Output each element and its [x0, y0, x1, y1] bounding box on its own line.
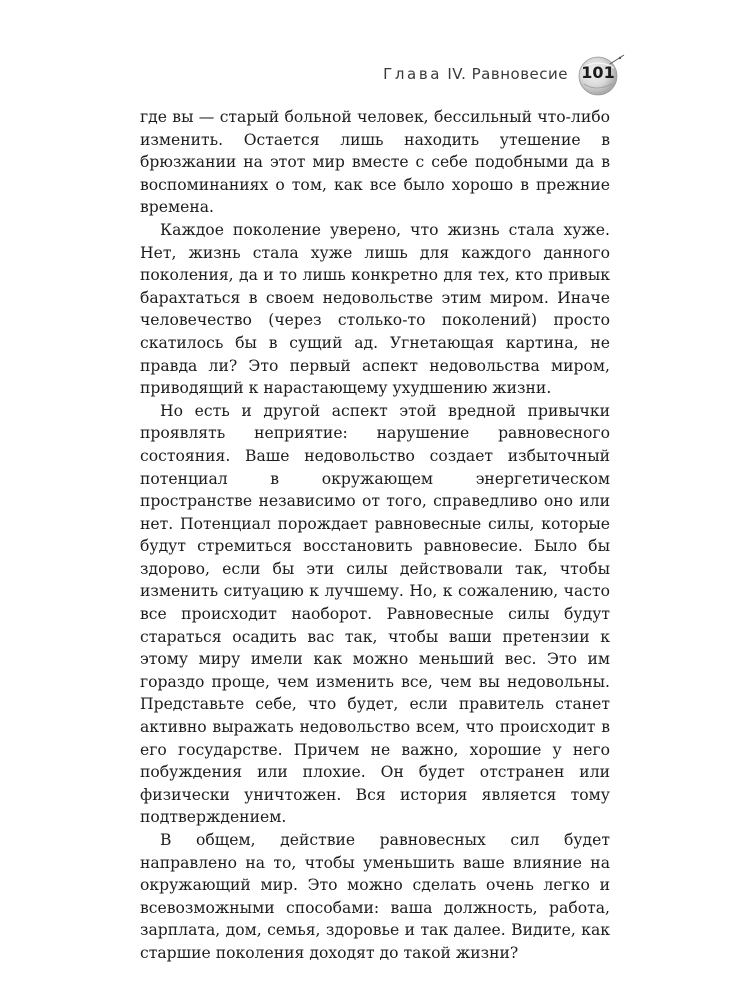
paragraph: Каждое поколение уверено, что жизнь стала хуже. Нет, жизнь стала хуже лишь для каждого данного поколения, да и то лишь конкретно для тех, кто привык барахтаться в своем недовольстве этим миром. Иначе человечество (через столько-то поколений) просто скатилось бы в сущий ад. Угнетающая картина, не правда ли? Это первый аспект недовольства миром, приводящий к нарастающему ухудшению жизни. — [140, 220, 610, 398]
page-number-badge — [576, 54, 626, 98]
chapter-word: Глава — [383, 65, 443, 83]
chapter-name: IV. Равновесие — [442, 65, 568, 83]
paragraph: В общем, действие равновесных сил будет направлено на то, чтобы уменьшить ваше влияние на окружающий мир. Это можно сделать очень легко и всевозможными способами: ваша должность, работа, зарплата, дом, семья, здоровье и так далее. Видите, как старшие поколения доходят до такой жизни? — [140, 831, 610, 962]
page-number: 101 — [581, 63, 615, 82]
chapter-title — [383, 65, 568, 83]
paragraph: где вы — старый больной человек, бессильный что-либо изменить. Остается лишь находить утешение в брюзжании на этот мир вместе с себе подобными да в воспоминаниях о том, как все было хорошо в прежние времена. — [140, 108, 610, 217]
running-header — [140, 56, 628, 100]
body-text — [140, 106, 610, 965]
paragraph: Но есть и другой аспект этой вредной привычки проявлять неприятие: нарушение равновесного состояния. Ваше недовольство создает избыточный потенциал в окружающем энергетическом пространстве независимо от того, справедливо оно или нет. Потенциал порождает равновесные силы, которые будут стремиться восстановить равновесие. Было бы здорово, если бы эти силы действовали так, чтобы изменить ситуацию к лучшему. Но, к сожалению, часто все происходит наоборот. Равновесные силы будут стараться осадить вас так, чтобы ваши претензии к этому миру имели как можно меньший вес. Это им гораздо проще, чем изменить все, чем вы недовольны. Представьте себе, что будет, если правитель станет активно выражать недовольство всем, что происходит в его государстве. Причем не важно, хорошие у него побуждения или плохие. Он будет отстранен или физически уничтожен. Вся история является тому подтверждением. — [140, 401, 610, 827]
